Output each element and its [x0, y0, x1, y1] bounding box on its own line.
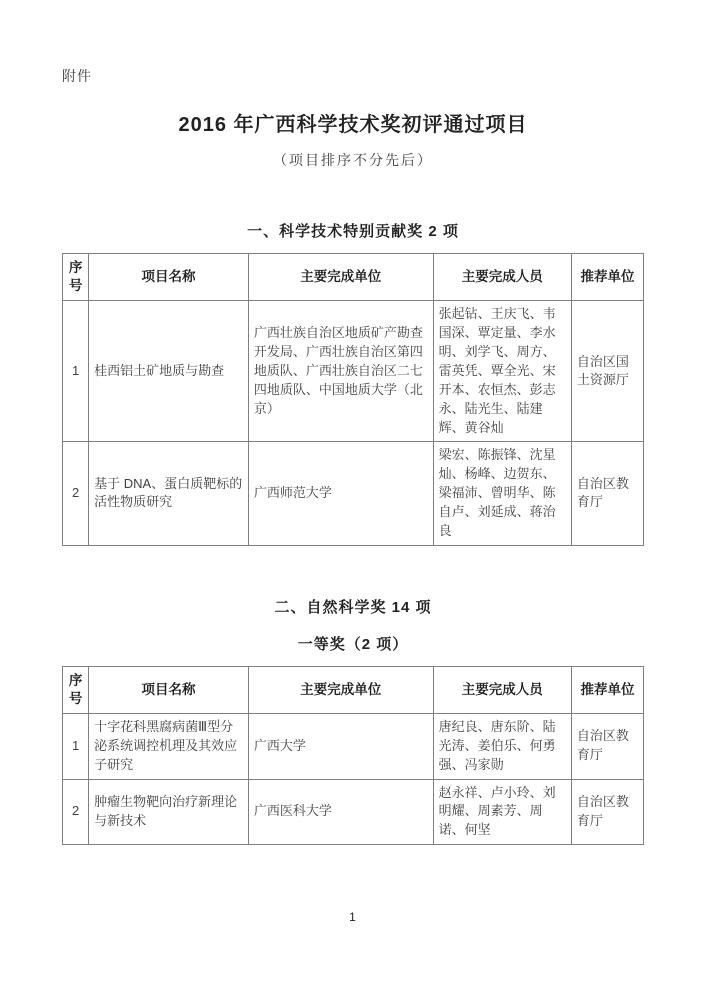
cell-main-units: 广西壮族自治区地质矿产勘查开发局、广西壮族自治区第四地质队、广西壮族自治区二七四地质队、中国地质大学（北京）	[248, 301, 433, 442]
cell-serial: 2	[63, 442, 89, 545]
first-prize-subheading: 一等奖（2 项）	[297, 635, 409, 653]
special-contribution-award-table	[62, 253, 644, 546]
section-heading: 二、自然科学奖 14 项	[274, 598, 432, 616]
cell-main-units: 广西大学	[248, 714, 433, 780]
cell-recommender: 自治区教育厅	[571, 714, 643, 780]
column-header-project-name: 项目名称	[89, 666, 249, 713]
column-header-recommender: 推荐单位	[571, 254, 643, 301]
table-row	[63, 714, 644, 780]
column-header-main-units: 主要完成单位	[248, 254, 433, 301]
document-title: 2016 年广西科学技术奖初评通过项目	[178, 114, 528, 136]
section-natural-science-award	[62, 596, 644, 846]
page-number: 1	[349, 910, 356, 924]
cell-project-name: 基于 DNA、蛋白质靶标的活性物质研究	[89, 442, 249, 545]
document-subtitle: （项目排序不分先后）	[273, 152, 433, 168]
cell-serial: 2	[63, 779, 89, 845]
column-header-main-units: 主要完成单位	[248, 666, 433, 713]
column-header-serial: 序号	[63, 254, 89, 301]
column-header-main-personnel: 主要完成人员	[433, 254, 571, 301]
column-header-main-personnel: 主要完成人员	[433, 666, 571, 713]
cell-recommender: 自治区教育厅	[571, 442, 643, 545]
cell-project-name: 桂西铝土矿地质与勘查	[89, 301, 249, 442]
cell-main-units: 广西医科大学	[248, 779, 433, 845]
cell-main-personnel: 唐纪良、唐东阶、陆光涛、姜伯乐、何勇强、冯家勋	[433, 714, 571, 780]
cell-serial: 1	[63, 714, 89, 780]
table-header-row	[63, 666, 644, 713]
cell-project-name: 肿瘤生物靶向治疗新理论与新技术	[89, 779, 249, 845]
natural-science-award-table	[62, 666, 644, 846]
column-header-recommender: 推荐单位	[571, 666, 643, 713]
table-row	[63, 779, 644, 845]
cell-main-units: 广西师范大学	[248, 442, 433, 545]
section-heading: 一、科学技术特别贡献奖 2 项	[247, 223, 459, 240]
cell-recommender: 自治区教育厅	[571, 779, 643, 845]
cell-main-personnel: 张起钻、王庆飞、韦国深、覃定量、李水明、刘学飞、周方、雷英凭、覃全光、宋开本、农恒杰、彭志永、陆光生、陆建辉、黄谷灿	[433, 301, 571, 442]
table-row	[63, 301, 644, 442]
cell-serial: 1	[63, 301, 89, 442]
attachment-label: 附件	[62, 68, 92, 84]
cell-project-name: 十字花科黑腐病菌Ⅲ型分泌系统调控机理及其效应子研究	[89, 714, 249, 780]
table-row	[63, 442, 644, 545]
cell-main-personnel: 赵永祥、卢小玲、刘明耀、周素芳、周诺、何坚	[433, 779, 571, 845]
cell-recommender: 自治区国土资源厅	[571, 301, 643, 442]
section-special-contribution-award	[62, 220, 644, 546]
column-header-project-name: 项目名称	[89, 254, 249, 301]
column-header-serial: 序号	[63, 666, 89, 713]
table-header-row	[63, 254, 644, 301]
cell-main-personnel: 梁宏、陈振锋、沈星灿、杨峰、边贺东、梁福沛、曾明华、陈自卢、刘延成、蒋治良	[433, 442, 571, 545]
